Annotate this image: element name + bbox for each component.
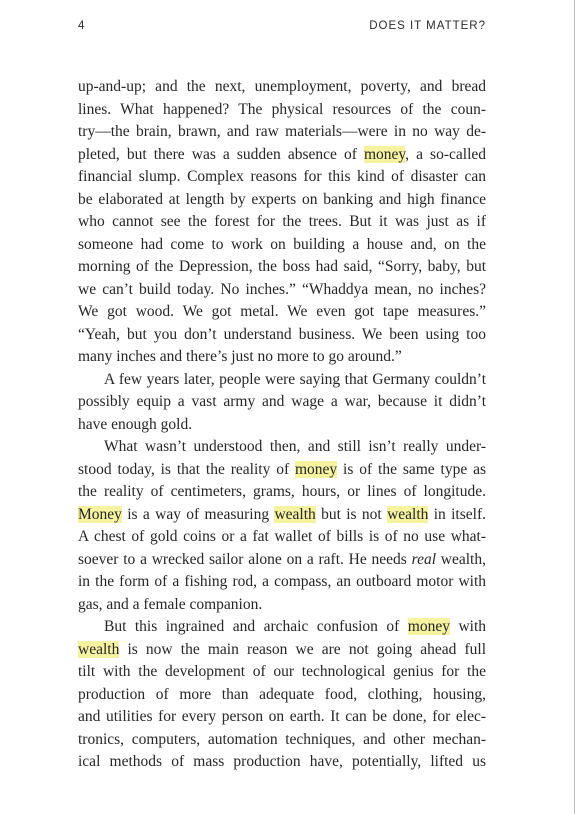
text-line: tilt with the development of our technological genius for the — [78, 663, 486, 681]
highlighted-word: money — [407, 618, 450, 636]
text-line: production of more than adequate food, clothing, housing, — [78, 685, 486, 703]
text-line: morning of the Depression, the boss had said, “Sorry, baby, but — [78, 258, 486, 276]
highlighted-word: wealth — [274, 505, 316, 523]
text-line: We got wood. We got metal. We even got tape measures.” — [78, 303, 486, 321]
text-line: and utilities for every person on earth. It can be done, for elec- — [78, 708, 486, 726]
text-line: ical methods of mass production have, potentially, lifted us — [78, 753, 486, 771]
italic-word: real — [411, 550, 437, 568]
text-line: A few years later, people were saying that Germany couldn’t — [104, 370, 486, 388]
text-line: try—the brain, brawn, and raw materials—were in no way de- — [78, 123, 486, 141]
text-line: lines. What happened? The physical resources of the coun- — [78, 100, 486, 118]
running-header — [78, 20, 486, 36]
text-line: Money is a way of measuring wealth but is not wealth in itself. — [78, 505, 486, 523]
text-line: soever to a wrecked sailor alone on a raft. He needs real wealth, — [78, 550, 486, 568]
text-line: But this ingrained and archaic confusion of money with — [104, 618, 486, 636]
text-line: many inches and there’s just no more to go around.” — [78, 348, 402, 366]
text-line: gas, and a female companion. — [78, 595, 263, 613]
text-line: “Yeah, but you don’t understand business. We been using too — [78, 325, 486, 343]
text-line: What wasn’t understood then, and still isn’t really under- — [104, 438, 486, 456]
text-line: someone had come to work on building a house and, on the — [78, 235, 486, 253]
text-line: the reality of centimeters, grams, hours, or lines of longitude. — [78, 483, 486, 501]
page-number: 4 — [78, 20, 86, 32]
text-line: pleted, but there was a sudden absence of money, a so-called — [78, 145, 486, 163]
highlighted-word: money — [363, 145, 406, 163]
highlighted-word: wealth — [78, 640, 120, 658]
text-line: possibly equip a vast army and wage a war, because it didn’t — [78, 393, 486, 411]
highlighted-word: money — [294, 460, 338, 478]
highlighted-word: wealth — [387, 505, 429, 523]
text-line: up-and-up; and the next, unemployment, poverty, and bread — [78, 78, 486, 95]
text-line: stood today, is that the reality of money is of the same type as — [78, 460, 486, 478]
text-line: who cannot see the forest for the trees. But it was just as if — [78, 213, 486, 231]
highlighted-word: Money — [78, 505, 122, 523]
running-title: DOES IT MATTER? — [369, 20, 486, 32]
text-line: in the form of a fishing rod, a compass, an outboard motor with — [78, 573, 486, 591]
body-text — [78, 76, 486, 774]
text-line: wealth is now the main reason we are not going ahead full — [78, 640, 486, 658]
text-line: tronics, computers, automation techniques, and other mechan- — [78, 730, 486, 748]
text-line: have enough gold. — [78, 415, 193, 433]
text-line: be elaborated at length by experts on banking and high finance — [78, 190, 486, 208]
text-line: A chest of gold coins or a fat wallet of bills is of no use what- — [78, 528, 486, 546]
text-line: we can’t build today. No inches.” “Whaddya mean, no inches? — [78, 280, 486, 298]
text-line: financial slump. Complex reasons for this kind of disaster can — [78, 168, 486, 186]
